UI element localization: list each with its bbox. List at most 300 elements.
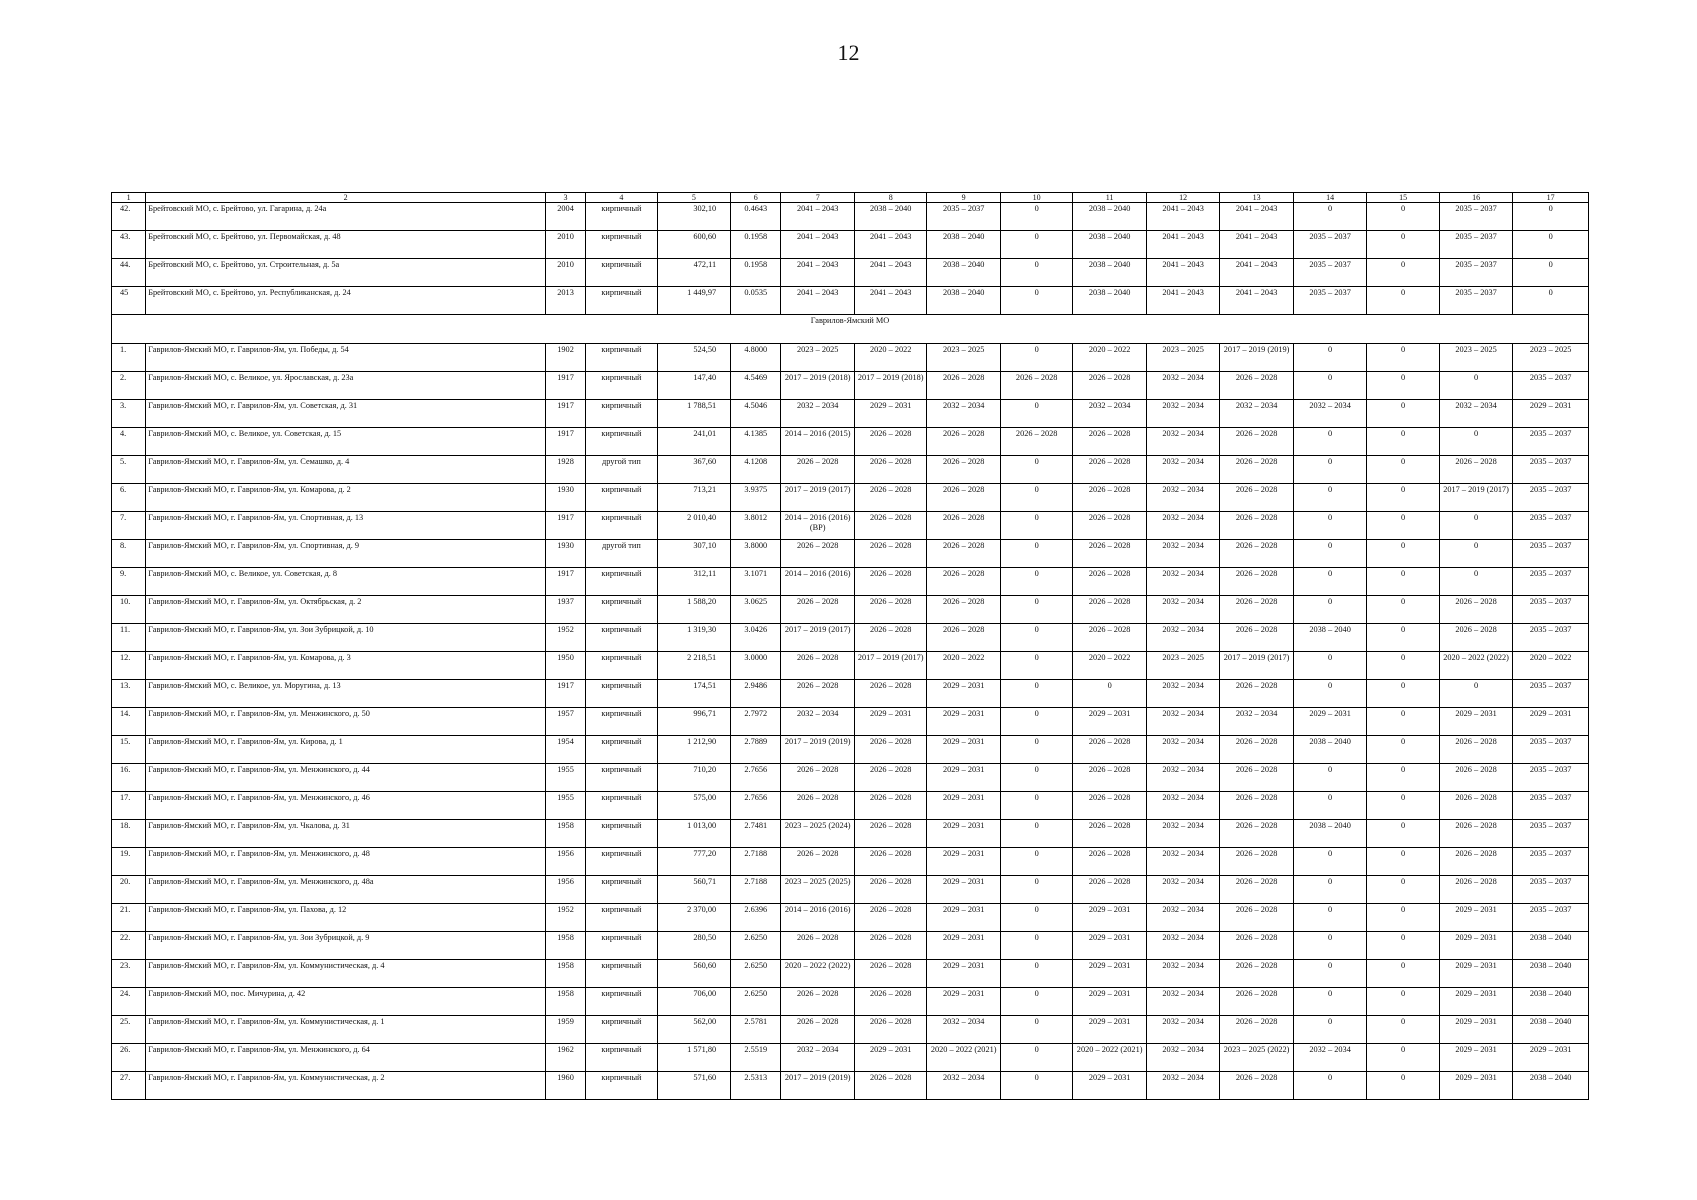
cell-wear-index: 2.7188 <box>731 848 781 876</box>
cell-period-c17: 2023 – 2025 <box>1513 344 1589 372</box>
cell-row-number: 5. <box>112 456 146 484</box>
cell-period-c16: 2026 – 2028 <box>1439 456 1512 484</box>
cell-year: 1902 <box>545 344 585 372</box>
cell-period-c15: 0 <box>1367 932 1439 960</box>
cell-wall-material: кирпичный <box>586 736 657 764</box>
cell-period-c17: 2035 – 2037 <box>1513 456 1589 484</box>
cell-period-c12: 2032 – 2034 <box>1146 456 1219 484</box>
cell-area: 472,11 <box>657 259 730 287</box>
cell-period-c13: 2026 – 2028 <box>1220 764 1293 792</box>
cell-period-c11: 2029 – 2031 <box>1073 960 1146 988</box>
table-row <box>112 1044 1589 1072</box>
cell-period-c16: 2035 – 2037 <box>1439 203 1512 231</box>
cell-period-c12: 2032 – 2034 <box>1146 820 1219 848</box>
cell-area: 280,50 <box>657 932 730 960</box>
cell-period-c7: 2041 – 2043 <box>781 203 854 231</box>
cell-period-c13: 2026 – 2028 <box>1220 792 1293 820</box>
cell-year: 1928 <box>545 456 585 484</box>
cell-area: 710,20 <box>657 764 730 792</box>
cell-wear-index: 0.4643 <box>731 203 781 231</box>
cell-period-c16: 2032 – 2034 <box>1439 400 1512 428</box>
cell-year: 1960 <box>545 1072 585 1100</box>
cell-wear-index: 2.7188 <box>731 876 781 904</box>
cell-period-c8: 2026 – 2028 <box>854 512 926 540</box>
cell-address: Гаврилов-Ямский МО, г. Гаврилов-Ям, ул. Пахова, д. 12 <box>146 904 546 932</box>
cell-period-c11: 2038 – 2040 <box>1073 287 1146 315</box>
cell-period-c7: 2026 – 2028 <box>781 680 854 708</box>
cell-area: 571,60 <box>657 1072 730 1100</box>
table-row <box>112 988 1589 1016</box>
cell-row-number: 21. <box>112 904 146 932</box>
cell-period-c8: 2026 – 2028 <box>854 596 926 624</box>
cell-period-c7: 2017 – 2019 (2019) <box>781 1072 854 1100</box>
cell-period-c17: 2035 – 2037 <box>1513 624 1589 652</box>
cell-period-c16: 2029 – 2031 <box>1439 1016 1512 1044</box>
cell-period-c9: 2029 – 2031 <box>927 848 1000 876</box>
cell-period-c10: 0 <box>1000 259 1072 287</box>
cell-row-number: 25. <box>112 1016 146 1044</box>
table-row <box>112 540 1589 568</box>
cell-wear-index: 3.0625 <box>731 596 781 624</box>
cell-period-c9: 2038 – 2040 <box>927 287 1000 315</box>
cell-period-c12: 2032 – 2034 <box>1146 540 1219 568</box>
table-row <box>112 344 1589 372</box>
cell-period-c9: 2026 – 2028 <box>927 568 1000 596</box>
cell-period-c7: 2026 – 2028 <box>781 1016 854 1044</box>
cell-row-number: 9. <box>112 568 146 596</box>
cell-wall-material: кирпичный <box>586 904 657 932</box>
cell-period-c13: 2032 – 2034 <box>1220 708 1293 736</box>
cell-year: 1930 <box>545 540 585 568</box>
column-number: 7 <box>781 193 854 203</box>
cell-period-c12: 2032 – 2034 <box>1146 1044 1219 1072</box>
cell-period-c11: 2026 – 2028 <box>1073 876 1146 904</box>
cell-year: 1955 <box>545 764 585 792</box>
cell-address: Брейтовский МО, с. Брейтово, ул. Строительная, д. 5а <box>146 259 546 287</box>
cell-row-number: 23. <box>112 960 146 988</box>
cell-period-c9: 2026 – 2028 <box>927 596 1000 624</box>
cell-wear-index: 4.8000 <box>731 344 781 372</box>
cell-period-c16: 2026 – 2028 <box>1439 876 1512 904</box>
cell-address: Гаврилов-Ямский МО, с. Великое, ул. Моругина, д. 13 <box>146 680 546 708</box>
cell-area: 713,21 <box>657 484 730 512</box>
cell-address: Гаврилов-Ямский МО, г. Гаврилов-Ям, ул. Комарова, д. 2 <box>146 484 546 512</box>
cell-wear-index: 0.1958 <box>731 231 781 259</box>
cell-area: 1 588,20 <box>657 596 730 624</box>
cell-period-c7: 2026 – 2028 <box>781 764 854 792</box>
cell-period-c15: 0 <box>1367 231 1439 259</box>
column-number: 6 <box>731 193 781 203</box>
table-row <box>112 652 1589 680</box>
cell-period-c15: 0 <box>1367 344 1439 372</box>
table-row <box>112 1016 1589 1044</box>
cell-row-number: 11. <box>112 624 146 652</box>
cell-period-c14: 2035 – 2037 <box>1293 259 1366 287</box>
cell-wear-index: 4.1208 <box>731 456 781 484</box>
cell-period-c12: 2032 – 2034 <box>1146 372 1219 400</box>
cell-period-c10: 0 <box>1000 988 1072 1016</box>
cell-period-c12: 2023 – 2025 <box>1146 652 1219 680</box>
cell-period-c8: 2017 – 2019 (2017) <box>854 652 926 680</box>
column-number: 9 <box>927 193 1000 203</box>
cell-row-number: 15. <box>112 736 146 764</box>
cell-row-number: 1. <box>112 344 146 372</box>
cell-wear-index: 4.5046 <box>731 400 781 428</box>
cell-row-number: 18. <box>112 820 146 848</box>
cell-period-c9: 2029 – 2031 <box>927 736 1000 764</box>
cell-period-c8: 2041 – 2043 <box>854 287 926 315</box>
cell-period-c14: 0 <box>1293 848 1366 876</box>
cell-period-c12: 2041 – 2043 <box>1146 203 1219 231</box>
cell-year: 1917 <box>545 372 585 400</box>
cell-period-c8: 2029 – 2031 <box>854 1044 926 1072</box>
cell-period-c17: 2038 – 2040 <box>1513 960 1589 988</box>
cell-period-c12: 2032 – 2034 <box>1146 484 1219 512</box>
table-row <box>112 624 1589 652</box>
cell-wall-material: кирпичный <box>586 372 657 400</box>
cell-area: 2 010,40 <box>657 512 730 540</box>
cell-address: Гаврилов-Ямский МО, г. Гаврилов-Ям, ул. Коммунистическая, д. 1 <box>146 1016 546 1044</box>
cell-period-c9: 2029 – 2031 <box>927 988 1000 1016</box>
cell-period-c8: 2026 – 2028 <box>854 484 926 512</box>
cell-period-c15: 0 <box>1367 1044 1439 1072</box>
cell-period-c15: 0 <box>1367 259 1439 287</box>
cell-period-c17: 2035 – 2037 <box>1513 848 1589 876</box>
cell-area: 560,71 <box>657 876 730 904</box>
cell-area: 307,10 <box>657 540 730 568</box>
cell-period-c16: 2035 – 2037 <box>1439 287 1512 315</box>
cell-period-c11: 0 <box>1073 680 1146 708</box>
cell-period-c17: 0 <box>1513 231 1589 259</box>
cell-wall-material: кирпичный <box>586 708 657 736</box>
cell-period-c17: 2035 – 2037 <box>1513 372 1589 400</box>
cell-period-c12: 2032 – 2034 <box>1146 764 1219 792</box>
cell-row-number: 27. <box>112 1072 146 1100</box>
cell-year: 1930 <box>545 484 585 512</box>
cell-period-c16: 2026 – 2028 <box>1439 792 1512 820</box>
cell-period-c8: 2026 – 2028 <box>854 932 926 960</box>
cell-period-c11: 2020 – 2022 <box>1073 344 1146 372</box>
cell-period-c13: 2026 – 2028 <box>1220 372 1293 400</box>
column-number: 13 <box>1220 193 1293 203</box>
cell-period-c15: 0 <box>1367 456 1439 484</box>
cell-wear-index: 4.5469 <box>731 372 781 400</box>
cell-wall-material: кирпичный <box>586 203 657 231</box>
cell-address: Гаврилов-Ямский МО, г. Гаврилов-Ям, ул. Чкалова, д. 31 <box>146 820 546 848</box>
cell-row-number: 7. <box>112 512 146 540</box>
cell-period-c11: 2029 – 2031 <box>1073 708 1146 736</box>
cell-area: 1 013,00 <box>657 820 730 848</box>
cell-year: 1958 <box>545 932 585 960</box>
cell-period-c10: 0 <box>1000 400 1072 428</box>
cell-year: 1957 <box>545 708 585 736</box>
cell-period-c7: 2026 – 2028 <box>781 456 854 484</box>
cell-period-c8: 2029 – 2031 <box>854 708 926 736</box>
cell-year: 2004 <box>545 203 585 231</box>
cell-address: Гаврилов-Ямский МО, с. Великое, ул. Ярославская, д. 23а <box>146 372 546 400</box>
cell-period-c14: 0 <box>1293 680 1366 708</box>
cell-wear-index: 0.0535 <box>731 287 781 315</box>
cell-year: 2010 <box>545 259 585 287</box>
cell-period-c13: 2041 – 2043 <box>1220 287 1293 315</box>
cell-address: Гаврилов-Ямский МО, г. Гаврилов-Ям, ул. Зои Зубрицкой, д. 10 <box>146 624 546 652</box>
cell-period-c9: 2026 – 2028 <box>927 372 1000 400</box>
cell-period-c7: 2023 – 2025 (2024) <box>781 820 854 848</box>
cell-wear-index: 2.9486 <box>731 680 781 708</box>
cell-row-number: 16. <box>112 764 146 792</box>
cell-period-c12: 2032 – 2034 <box>1146 680 1219 708</box>
cell-period-c11: 2029 – 2031 <box>1073 1072 1146 1100</box>
cell-period-c15: 0 <box>1367 428 1439 456</box>
cell-area: 524,50 <box>657 344 730 372</box>
cell-wall-material: кирпичный <box>586 988 657 1016</box>
column-number: 15 <box>1367 193 1439 203</box>
cell-period-c16: 0 <box>1439 372 1512 400</box>
cell-wear-index: 2.6250 <box>731 932 781 960</box>
cell-period-c14: 0 <box>1293 512 1366 540</box>
table-row <box>112 876 1589 904</box>
cell-period-c7: 2017 – 2019 (2017) <box>781 484 854 512</box>
cell-period-c13: 2026 – 2028 <box>1220 932 1293 960</box>
table-row <box>112 287 1589 315</box>
cell-period-c16: 2029 – 2031 <box>1439 1044 1512 1072</box>
cell-period-c16: 2029 – 2031 <box>1439 960 1512 988</box>
cell-period-c17: 2029 – 2031 <box>1513 708 1589 736</box>
cell-period-c17: 2035 – 2037 <box>1513 904 1589 932</box>
cell-period-c17: 2035 – 2037 <box>1513 820 1589 848</box>
cell-period-c10: 0 <box>1000 876 1072 904</box>
cell-wall-material: кирпичный <box>586 680 657 708</box>
cell-year: 1917 <box>545 428 585 456</box>
cell-row-number: 8. <box>112 540 146 568</box>
cell-wall-material: кирпичный <box>586 344 657 372</box>
cell-period-c17: 0 <box>1513 287 1589 315</box>
cell-address: Гаврилов-Ямский МО, г. Гаврилов-Ям, ул. Коммунистическая, д. 4 <box>146 960 546 988</box>
cell-period-c9: 2032 – 2034 <box>927 400 1000 428</box>
cell-period-c9: 2026 – 2028 <box>927 512 1000 540</box>
table-row <box>112 1072 1589 1100</box>
cell-period-c14: 0 <box>1293 372 1366 400</box>
cell-row-number: 17. <box>112 792 146 820</box>
section-title: Гаврилов-Ямский МО <box>112 315 1589 344</box>
cell-wear-index: 3.0000 <box>731 652 781 680</box>
cell-period-c15: 0 <box>1367 904 1439 932</box>
cell-row-number: 22. <box>112 932 146 960</box>
cell-row-number: 43. <box>112 231 146 259</box>
cell-period-c7: 2014 – 2016 (2016) <box>781 568 854 596</box>
cell-wall-material: кирпичный <box>586 287 657 315</box>
table-row <box>112 960 1589 988</box>
cell-period-c14: 0 <box>1293 932 1366 960</box>
cell-address: Гаврилов-Ямский МО, г. Гаврилов-Ям, ул. Семашко, д. 4 <box>146 456 546 484</box>
cell-period-c13: 2026 – 2028 <box>1220 680 1293 708</box>
cell-period-c8: 2026 – 2028 <box>854 820 926 848</box>
cell-period-c14: 0 <box>1293 1016 1366 1044</box>
section-row <box>112 315 1589 344</box>
cell-address: Гаврилов-Ямский МО, г. Гаврилов-Ям, ул. Спортивная, д. 9 <box>146 540 546 568</box>
cell-period-c12: 2032 – 2034 <box>1146 904 1219 932</box>
cell-year: 1959 <box>545 1016 585 1044</box>
cell-wear-index: 2.7972 <box>731 708 781 736</box>
cell-period-c12: 2032 – 2034 <box>1146 400 1219 428</box>
cell-period-c7: 2026 – 2028 <box>781 540 854 568</box>
column-number: 2 <box>146 193 546 203</box>
cell-period-c15: 0 <box>1367 792 1439 820</box>
cell-period-c16: 2029 – 2031 <box>1439 1072 1512 1100</box>
cell-period-c11: 2026 – 2028 <box>1073 736 1146 764</box>
cell-period-c7: 2017 – 2019 (2017) <box>781 624 854 652</box>
cell-wall-material: кирпичный <box>586 960 657 988</box>
cell-wall-material: кирпичный <box>586 596 657 624</box>
cell-year: 1950 <box>545 652 585 680</box>
cell-period-c16: 2026 – 2028 <box>1439 820 1512 848</box>
cell-period-c10: 0 <box>1000 764 1072 792</box>
cell-period-c16: 2026 – 2028 <box>1439 764 1512 792</box>
cell-year: 1952 <box>545 904 585 932</box>
cell-address: Гаврилов-Ямский МО, г. Гаврилов-Ям, ул. Менжинского, д. 44 <box>146 764 546 792</box>
cell-address: Гаврилов-Ямский МО, г. Гаврилов-Ям, ул. Советская, д. 31 <box>146 400 546 428</box>
cell-period-c11: 2026 – 2028 <box>1073 792 1146 820</box>
cell-period-c13: 2041 – 2043 <box>1220 259 1293 287</box>
cell-period-c14: 0 <box>1293 484 1366 512</box>
cell-period-c7: 2026 – 2028 <box>781 652 854 680</box>
cell-period-c13: 2026 – 2028 <box>1220 512 1293 540</box>
cell-period-c11: 2026 – 2028 <box>1073 428 1146 456</box>
cell-period-c11: 2026 – 2028 <box>1073 764 1146 792</box>
column-number: 14 <box>1293 193 1366 203</box>
table-row <box>112 484 1589 512</box>
table-row <box>112 568 1589 596</box>
cell-period-c13: 2026 – 2028 <box>1220 904 1293 932</box>
column-number: 10 <box>1000 193 1072 203</box>
cell-area: 777,20 <box>657 848 730 876</box>
cell-period-c14: 0 <box>1293 203 1366 231</box>
cell-year: 1962 <box>545 1044 585 1072</box>
cell-period-c9: 2026 – 2028 <box>927 428 1000 456</box>
cell-address: Гаврилов-Ямский МО, с. Великое, ул. Советская, д. 15 <box>146 428 546 456</box>
cell-period-c13: 2026 – 2028 <box>1220 568 1293 596</box>
table-row <box>112 764 1589 792</box>
cell-period-c10: 0 <box>1000 287 1072 315</box>
cell-period-c10: 0 <box>1000 932 1072 960</box>
cell-period-c17: 0 <box>1513 203 1589 231</box>
cell-row-number: 42. <box>112 203 146 231</box>
cell-period-c10: 0 <box>1000 344 1072 372</box>
cell-year: 1937 <box>545 596 585 624</box>
cell-area: 2 370,00 <box>657 904 730 932</box>
cell-address: Гаврилов-Ямский МО, г. Гаврилов-Ям, ул. Коммунистическая, д. 2 <box>146 1072 546 1100</box>
cell-year: 1958 <box>545 820 585 848</box>
table-row <box>112 259 1589 287</box>
column-number: 5 <box>657 193 730 203</box>
cell-period-c14: 0 <box>1293 988 1366 1016</box>
cell-wear-index: 2.7656 <box>731 764 781 792</box>
cell-period-c9: 2032 – 2034 <box>927 1072 1000 1100</box>
cell-period-c9: 2029 – 2031 <box>927 904 1000 932</box>
cell-period-c12: 2032 – 2034 <box>1146 596 1219 624</box>
cell-period-c7: 2026 – 2028 <box>781 932 854 960</box>
cell-period-c11: 2026 – 2028 <box>1073 820 1146 848</box>
cell-address: Гаврилов-Ямский МО, г. Гаврилов-Ям, ул. Менжинского, д. 48 <box>146 848 546 876</box>
cell-row-number: 12. <box>112 652 146 680</box>
cell-period-c15: 0 <box>1367 960 1439 988</box>
cell-wear-index: 2.6250 <box>731 988 781 1016</box>
cell-period-c9: 2038 – 2040 <box>927 259 1000 287</box>
cell-row-number: 4. <box>112 428 146 456</box>
cell-period-c17: 2035 – 2037 <box>1513 512 1589 540</box>
cell-row-number: 26. <box>112 1044 146 1072</box>
cell-year: 1958 <box>545 988 585 1016</box>
cell-wall-material: другой тип <box>586 456 657 484</box>
cell-wear-index: 2.6250 <box>731 960 781 988</box>
cell-period-c17: 2020 – 2022 <box>1513 652 1589 680</box>
cell-period-c12: 2041 – 2043 <box>1146 231 1219 259</box>
cell-period-c8: 2026 – 2028 <box>854 568 926 596</box>
cell-period-c9: 2029 – 2031 <box>927 792 1000 820</box>
cell-period-c9: 2029 – 2031 <box>927 708 1000 736</box>
cell-period-c16: 2029 – 2031 <box>1439 708 1512 736</box>
cell-period-c8: 2026 – 2028 <box>854 848 926 876</box>
cell-period-c7: 2017 – 2019 (2018) <box>781 372 854 400</box>
cell-period-c13: 2026 – 2028 <box>1220 456 1293 484</box>
cell-period-c11: 2026 – 2028 <box>1073 568 1146 596</box>
cell-period-c16: 2026 – 2028 <box>1439 596 1512 624</box>
cell-period-c9: 2026 – 2028 <box>927 484 1000 512</box>
cell-period-c10: 0 <box>1000 848 1072 876</box>
cell-period-c10: 0 <box>1000 708 1072 736</box>
cell-period-c8: 2026 – 2028 <box>854 876 926 904</box>
cell-period-c7: 2014 – 2016 (2016) (ВР) <box>781 512 854 540</box>
cell-area: 367,60 <box>657 456 730 484</box>
cell-address: Гаврилов-Ямский МО, с. Великое, ул. Советская, д. 8 <box>146 568 546 596</box>
cell-address: Брейтовский МО, с. Брейтово, ул. Первомайская, д. 48 <box>146 231 546 259</box>
column-number: 12 <box>1146 193 1219 203</box>
column-number: 17 <box>1513 193 1589 203</box>
cell-period-c11: 2020 – 2022 <box>1073 652 1146 680</box>
cell-year: 1955 <box>545 792 585 820</box>
cell-period-c13: 2026 – 2028 <box>1220 428 1293 456</box>
cell-period-c15: 0 <box>1367 652 1439 680</box>
cell-year: 1956 <box>545 848 585 876</box>
cell-period-c12: 2032 – 2034 <box>1146 1016 1219 1044</box>
cell-period-c16: 2029 – 2031 <box>1439 904 1512 932</box>
cell-row-number: 6. <box>112 484 146 512</box>
cell-period-c15: 0 <box>1367 1072 1439 1100</box>
cell-period-c12: 2032 – 2034 <box>1146 568 1219 596</box>
cell-period-c7: 2032 – 2034 <box>781 1044 854 1072</box>
cell-period-c14: 0 <box>1293 1072 1366 1100</box>
cell-period-c17: 2035 – 2037 <box>1513 764 1589 792</box>
cell-period-c10: 0 <box>1000 736 1072 764</box>
cell-period-c11: 2029 – 2031 <box>1073 932 1146 960</box>
cell-period-c7: 2026 – 2028 <box>781 596 854 624</box>
cell-period-c12: 2023 – 2025 <box>1146 344 1219 372</box>
cell-period-c11: 2038 – 2040 <box>1073 203 1146 231</box>
cell-period-c8: 2041 – 2043 <box>854 259 926 287</box>
cell-period-c9: 2032 – 2034 <box>927 1016 1000 1044</box>
cell-period-c17: 2035 – 2037 <box>1513 568 1589 596</box>
cell-period-c7: 2023 – 2025 (2025) <box>781 876 854 904</box>
page-number: 12 <box>837 40 860 65</box>
cell-year: 1954 <box>545 736 585 764</box>
cell-period-c7: 2032 – 2034 <box>781 708 854 736</box>
cell-period-c16: 0 <box>1439 512 1512 540</box>
cell-period-c17: 2035 – 2037 <box>1513 736 1589 764</box>
cell-address: Гаврилов-Ямский МО, г. Гаврилов-Ям, ул. Менжинского, д. 50 <box>146 708 546 736</box>
cell-period-c17: 2038 – 2040 <box>1513 932 1589 960</box>
cell-period-c15: 0 <box>1367 1016 1439 1044</box>
cell-period-c10: 0 <box>1000 1072 1072 1100</box>
